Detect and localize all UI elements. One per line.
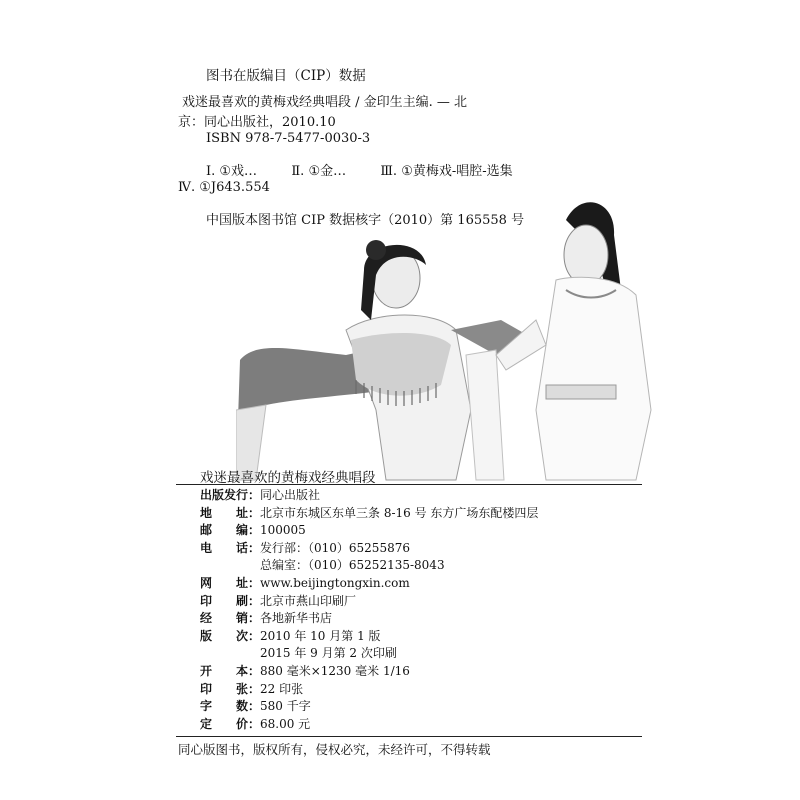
detail-row — [200, 610, 332, 627]
cip-line-classification — [206, 160, 513, 179]
detail-row — [200, 575, 410, 592]
detail-value: 2015 年 9 月第 2 次印刷 — [260, 646, 397, 661]
detail-row — [200, 540, 410, 557]
detail-value: 22 印张 — [260, 681, 304, 696]
detail-label: 网 址： — [200, 576, 261, 590]
detail-row — [200, 663, 410, 680]
detail-label: 版 次： — [200, 628, 261, 643]
detail-row — [200, 645, 397, 662]
detail-value: 2010 年 10 月第 1 版 — [260, 628, 381, 643]
detail-label: 印 张： — [200, 681, 261, 696]
cip-line-publisher: 京：同心出版社，2010.10 — [178, 115, 336, 130]
detail-row — [200, 681, 303, 698]
top-rule — [176, 484, 642, 485]
detail-label: 定 价： — [200, 716, 261, 731]
detail-value: 北京市东城区东单三条 8-16 号 东方广场东配楼四层 — [260, 505, 539, 520]
bottom-rule — [176, 736, 642, 737]
cip-heading: 图书在版编目（CIP）数据 — [206, 68, 366, 84]
cip-class-1: Ⅰ. ①戏… — [206, 164, 258, 179]
detail-value: 同心出版社 — [260, 488, 321, 502]
detail-value: 总编室：（010）65252135-8043 — [260, 558, 445, 573]
detail-label: 开 本： — [200, 664, 261, 678]
detail-value: 发行部：（010）65255876 — [260, 540, 410, 555]
cip-line-isbn: ISBN 978-7-5477-0030-3 — [206, 131, 371, 146]
detail-value: 100005 — [260, 523, 306, 538]
cip-class-3: Ⅲ. ①黄梅戏-唱腔-选集 — [380, 164, 513, 179]
cip-line-approval: 中国版本图书馆 CIP 数据核字（2010）第 165558 号 — [206, 213, 525, 228]
cip-line-class-4: Ⅳ. ①J643.554 — [178, 180, 270, 195]
book-title: 戏迷最喜欢的黄梅戏经典唱段 — [200, 470, 376, 486]
detail-row — [200, 593, 356, 610]
detail-value: 68.00 元 — [260, 716, 311, 731]
detail-value: 580 千字 — [260, 699, 311, 714]
detail-label: 经 销： — [200, 611, 261, 626]
detail-label: 印 刷： — [200, 593, 261, 608]
detail-label: 出版发行： — [200, 488, 261, 502]
detail-value: 880 毫米×1230 毫米 1/16 — [260, 664, 410, 678]
detail-value: www.beijingtongxin.com — [260, 576, 410, 590]
detail-row — [200, 505, 538, 522]
detail-row — [200, 698, 311, 715]
opera-performers-photo — [236, 180, 656, 484]
detail-row — [200, 487, 320, 504]
detail-label: 地 址： — [200, 505, 261, 520]
detail-label: 字 数： — [200, 699, 261, 714]
detail-row — [200, 522, 306, 539]
detail-label: 邮 编： — [200, 523, 261, 538]
detail-row — [200, 557, 445, 574]
detail-value: 北京市燕山印刷厂 — [260, 593, 357, 608]
detail-row — [200, 628, 381, 645]
copyright-notice: 同心版图书，版权所有，侵权必究，未经许可，不得转载 — [178, 742, 491, 757]
detail-value: 各地新华书店 — [260, 611, 333, 626]
cip-class-2: Ⅱ. ①金… — [291, 164, 347, 179]
cip-line-title: 戏迷最喜欢的黄梅戏经典唱段 / 金印生主编. — 北 — [182, 95, 468, 110]
detail-label: 电 话： — [200, 540, 261, 555]
detail-row — [200, 716, 310, 733]
